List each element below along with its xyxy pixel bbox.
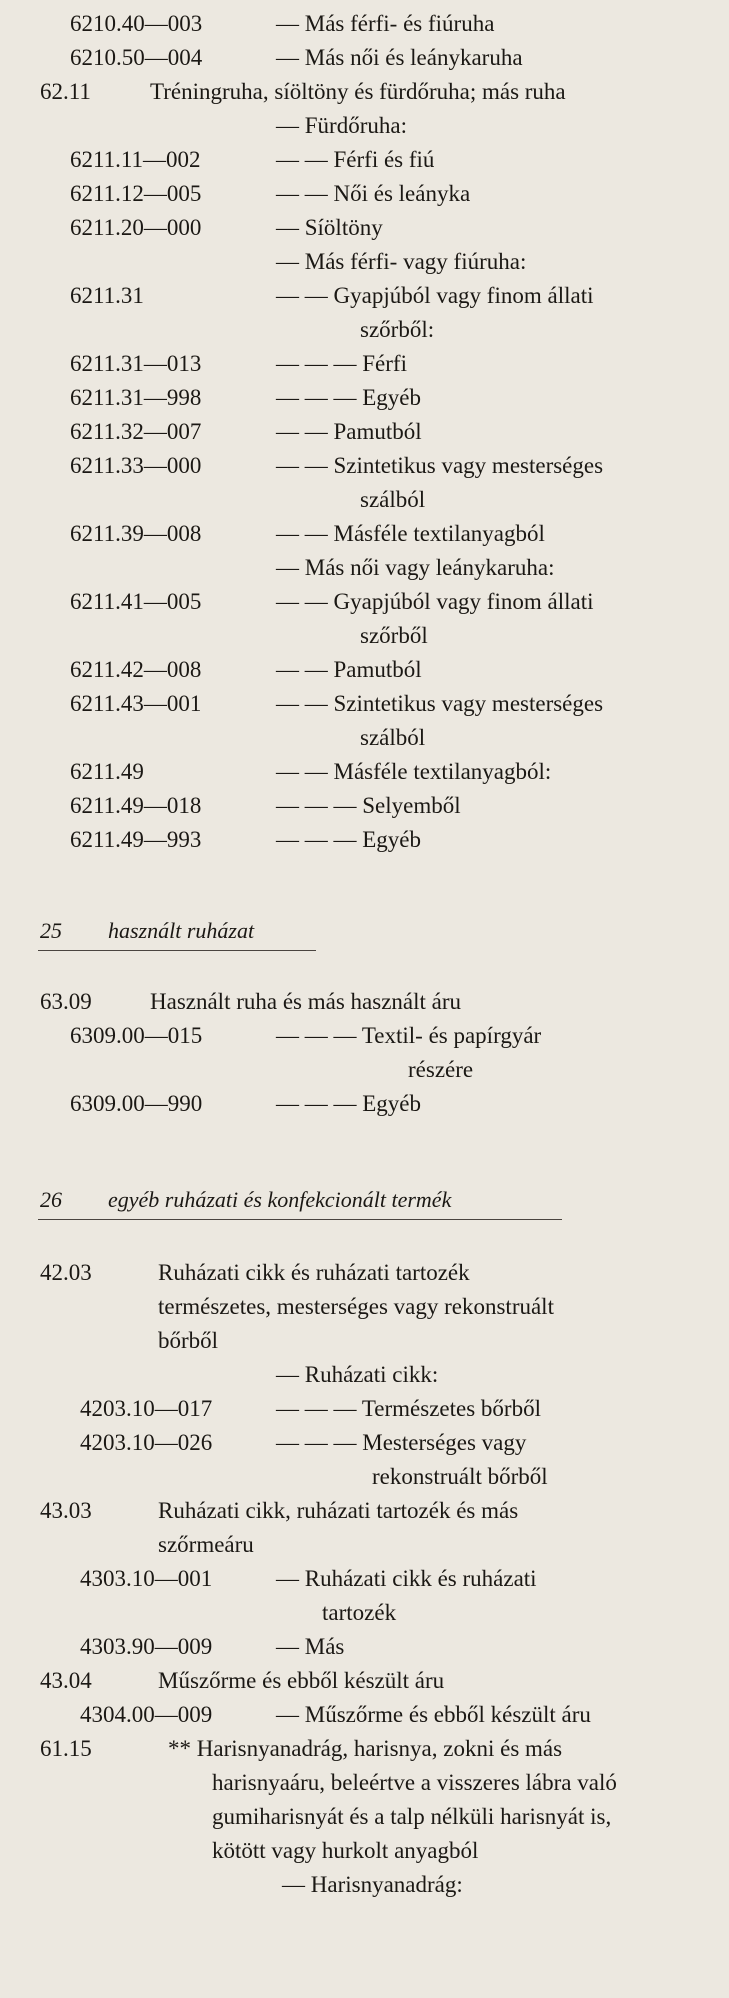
- heading-text: Műszőrme és ebből készült áru: [158, 1668, 445, 1693]
- item-text-continued: részére: [408, 1057, 474, 1082]
- section-heading: [40, 1182, 451, 1218]
- list-item: [0, 755, 729, 788]
- item-text-continued: szálból: [360, 487, 426, 512]
- item-text: — — Szintetikus vagy mesterséges: [276, 691, 604, 716]
- item-code: 6211.31: [70, 283, 144, 308]
- item-code: 6309.00—990: [70, 1091, 203, 1116]
- heading-code: 42.03: [40, 1260, 92, 1285]
- subheading-text: — Más női vagy leánykaruha:: [276, 555, 555, 580]
- list-item: [0, 1494, 729, 1527]
- list-item: [0, 1834, 729, 1867]
- section-title: használt ruházat: [108, 918, 255, 943]
- list-item: [0, 177, 729, 210]
- item-text: — — — Egyéb: [276, 827, 422, 852]
- section-rule: [38, 950, 316, 951]
- section-number: 26: [40, 1187, 62, 1212]
- list-item: [0, 1732, 729, 1765]
- item-code: 6211.31—998: [70, 385, 202, 410]
- list-item: [0, 721, 729, 754]
- item-text-continued: szálból: [360, 725, 426, 750]
- item-text: — — — Egyéb: [276, 1091, 422, 1116]
- list-item: [0, 1766, 729, 1799]
- heading-code: 62.11: [40, 79, 91, 104]
- item-text: — — — Férfi: [276, 351, 407, 376]
- list-item: [0, 1800, 729, 1833]
- item-text-continued: szőrből: [360, 623, 428, 648]
- item-text: — Más férfi- és fiúruha: [276, 11, 495, 36]
- list-item: [0, 517, 729, 550]
- item-text: — — Gyapjúból vagy finom állati: [276, 283, 594, 308]
- item-text: — — Férfi és fiú: [276, 147, 435, 172]
- list-item: [0, 313, 729, 346]
- item-code: 6210.50—004: [70, 45, 203, 70]
- list-item: [0, 985, 729, 1018]
- list-item: [0, 449, 729, 482]
- heading-text-continued: szőrmeáru: [158, 1532, 254, 1557]
- item-text-continued: rekonstruált bőrből: [372, 1464, 548, 1489]
- list-item: [0, 823, 729, 856]
- list-item: [0, 1087, 729, 1120]
- list-item: [0, 211, 729, 244]
- list-item: [0, 585, 729, 618]
- list-item: [0, 1324, 729, 1357]
- list-item: [0, 279, 729, 312]
- item-code: 6211.49—993: [70, 827, 202, 852]
- list-item: [0, 143, 729, 176]
- item-text: — Ruházati cikk és ruházati: [276, 1566, 537, 1591]
- item-code: 4303.90—009: [80, 1634, 213, 1659]
- list-item: [0, 1698, 729, 1731]
- heading-code: 43.03: [40, 1498, 92, 1523]
- list-item: [0, 1256, 729, 1289]
- item-code: 6211.43—001: [70, 691, 202, 716]
- heading-text-continued: kötött vagy hurkolt anyagból: [212, 1838, 479, 1863]
- list-item: [0, 687, 729, 720]
- subheading-text: — Fürdőruha:: [276, 113, 407, 138]
- item-code: 4304.00—009: [80, 1702, 213, 1727]
- heading-code: 63.09: [40, 989, 92, 1014]
- item-text: — — — Textil- és papírgyár: [276, 1023, 542, 1048]
- subheading-text: — Ruházati cikk:: [276, 1362, 439, 1387]
- list-item: [0, 1426, 729, 1459]
- item-code: 6211.31—013: [70, 351, 202, 376]
- list-item: [0, 1664, 729, 1697]
- item-text: — — — Selyemből: [276, 793, 461, 818]
- item-text-continued: tartozék: [322, 1600, 397, 1625]
- item-code: 4203.10—026: [80, 1430, 213, 1455]
- heading-text: Ruházati cikk, ruházati tartozék és más: [158, 1498, 519, 1523]
- list-item: [0, 653, 729, 686]
- item-code: 4203.10—017: [80, 1396, 213, 1421]
- item-text: — Műszőrme és ebből készült áru: [276, 1702, 591, 1727]
- heading-text-continued: bőrből: [158, 1328, 219, 1353]
- list-item: [0, 1019, 729, 1052]
- heading-code: 43.04: [40, 1668, 92, 1693]
- list-item: [0, 1290, 729, 1323]
- section-heading: [40, 913, 254, 949]
- item-code: 6211.11—002: [70, 147, 201, 172]
- item-code: 6211.32—007: [70, 419, 202, 444]
- item-code: 6211.12—005: [70, 181, 202, 206]
- list-item: [0, 41, 729, 74]
- heading-text: ** Harisnyanadrág, harisnya, zokni és más: [168, 1736, 563, 1761]
- section-number: 25: [40, 918, 62, 943]
- item-code: 6211.39—008: [70, 521, 202, 546]
- item-text: — — Másféle textilanyagból:: [276, 759, 552, 784]
- list-item: [0, 1392, 729, 1425]
- item-code: 4303.10—001: [80, 1566, 213, 1591]
- list-item: [0, 483, 729, 516]
- list-item: [0, 1868, 729, 1901]
- list-item: [0, 415, 729, 448]
- heading-text-continued: gumiharisnyát és a talp nélküli harisnyát is,: [212, 1804, 612, 1829]
- item-code: 6211.42—008: [70, 657, 202, 682]
- item-text: — — — Mesterséges vagy: [276, 1430, 527, 1455]
- list-item: [0, 1630, 729, 1663]
- item-code: 6211.20—000: [70, 215, 202, 240]
- item-text: — — Gyapjúból vagy finom állati: [276, 589, 594, 614]
- item-text: — — Pamutból: [276, 419, 422, 444]
- list-item: [0, 1596, 729, 1629]
- heading-text-continued: természetes, mesterséges vagy rekonstruált: [158, 1294, 554, 1319]
- heading-text: Használt ruha és más használt áru: [150, 989, 462, 1014]
- item-text-continued: szőrből:: [360, 317, 435, 342]
- subheading-text: — Más férfi- vagy fiúruha:: [276, 249, 527, 274]
- list-item: [0, 7, 729, 40]
- list-item: [0, 109, 729, 142]
- list-item: [0, 75, 729, 108]
- list-item: [0, 1562, 729, 1595]
- list-item: [0, 789, 729, 822]
- list-item: [0, 1358, 729, 1391]
- list-item: [0, 1460, 729, 1493]
- heading-text: Ruházati cikk és ruházati tartozék: [158, 1260, 470, 1285]
- item-text: — — Másféle textilanyagból: [276, 521, 545, 546]
- item-text: — — — Természetes bőrből: [276, 1396, 541, 1421]
- item-text: — — Pamutból: [276, 657, 422, 682]
- list-item: [0, 381, 729, 414]
- list-item: [0, 551, 729, 584]
- item-code: 6211.41—005: [70, 589, 202, 614]
- heading-text-continued: harisnyaáru, beleértve a visszeres lábra való: [212, 1770, 617, 1795]
- item-code: 6211.49: [70, 759, 144, 784]
- item-text: — — Női és leányka: [276, 181, 471, 206]
- heading-text: Tréningruha, síöltöny és fürdőruha; más ruha: [150, 79, 566, 104]
- item-text: — — — Egyéb: [276, 385, 422, 410]
- list-item: [0, 245, 729, 278]
- section-rule: [38, 1219, 562, 1220]
- item-text: — Más női és leánykaruha: [276, 45, 523, 70]
- list-item: [0, 1053, 729, 1086]
- section-title: egyéb ruházati és konfekcionált termék: [108, 1187, 452, 1212]
- item-code: 6211.33—000: [70, 453, 202, 478]
- item-text: — Síöltöny: [276, 215, 383, 240]
- item-text: — Más: [276, 1634, 345, 1659]
- list-item: [0, 347, 729, 380]
- heading-code: 61.15: [40, 1736, 92, 1761]
- subheading-text: — Harisnyanadrág:: [282, 1872, 463, 1897]
- item-text: — — Szintetikus vagy mesterséges: [276, 453, 604, 478]
- list-item: [0, 1528, 729, 1561]
- item-code: 6210.40—003: [70, 11, 203, 36]
- list-item: [0, 619, 729, 652]
- item-code: 6211.49—018: [70, 793, 202, 818]
- item-code: 6309.00—015: [70, 1023, 203, 1048]
